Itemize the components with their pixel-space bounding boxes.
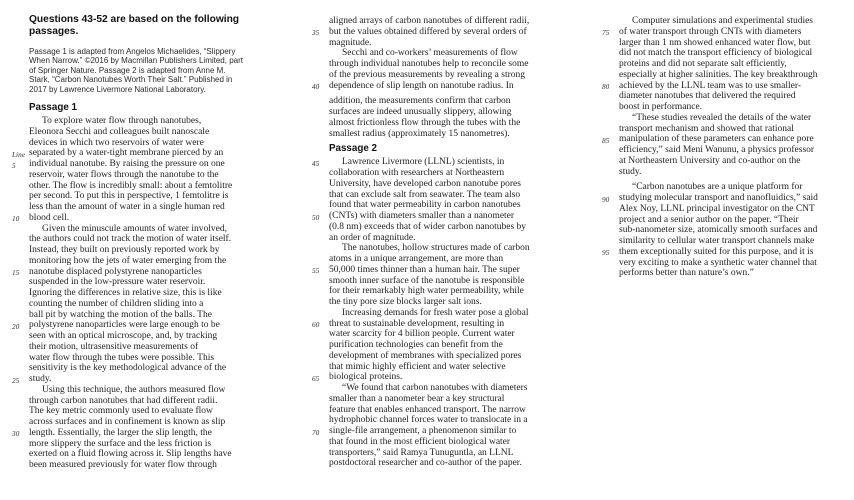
line-text: water flow through the tubes were possible. This <box>29 352 215 363</box>
line-text: at Northeastern University and co-author on the <box>619 155 801 166</box>
line-text: postdoctoral researcher and co-author of the paper. <box>329 458 522 469</box>
line-text: less than the amount of water in a single human red <box>29 202 225 213</box>
line-text: seen with an optical microscope, and, by tracking <box>29 331 218 342</box>
passage-line <box>312 70 568 81</box>
passage-line <box>12 277 268 288</box>
line-text: but the values obtained differed by several orders of <box>329 26 527 37</box>
passage-line <box>12 299 268 310</box>
passage-line <box>312 16 568 27</box>
line-text: University, have developed carbon nanotube pores <box>329 178 521 189</box>
passage-line <box>312 297 568 308</box>
passage-column-3-body <box>602 16 854 279</box>
passage-line <box>602 247 854 258</box>
line-text: of water transport through CNTs with diameters <box>619 26 802 37</box>
line-text: larger than 1 nm showed enhanced water flow, but <box>619 37 811 48</box>
passage-line <box>312 157 568 168</box>
passage-line <box>12 234 268 245</box>
line-text: collaboration with researchers at Northeastern <box>329 168 505 178</box>
passage-column-1-body <box>12 102 268 471</box>
passage-line <box>12 288 268 299</box>
passage-line <box>312 329 568 340</box>
line-text: exerted on a fluid flowing across it. Slip lengths have <box>29 449 232 460</box>
line-text: ball pit by watching the motion of the balls. The <box>29 309 212 320</box>
passage-line <box>602 145 854 156</box>
passage-line <box>602 70 854 81</box>
line-text: similarity to cellular water transport channels make <box>619 236 815 246</box>
line-text: surfaces are indeed unusually slippery, allowing <box>329 107 512 117</box>
line-text: development of membranes with specialized pores <box>329 350 522 361</box>
passage-line <box>602 182 854 193</box>
passage-line <box>12 116 268 127</box>
passage-line <box>312 118 568 129</box>
line-text: more slippery the surface and the less friction is <box>29 438 212 449</box>
line-text: suspended in the low-pressure water reservoir. <box>29 277 206 288</box>
line-text: (0.8 nm) exceeds that of wider carbon nanotubes by <box>329 221 527 232</box>
passage-line <box>602 215 854 226</box>
passage-line <box>602 134 854 145</box>
passage-line <box>12 342 268 353</box>
line-text: through carbon nanotubes that had different radii. <box>29 395 218 406</box>
passage-line <box>312 254 568 265</box>
line-text: efficiency,” said Meni Wanunu, a physics professor <box>619 145 815 155</box>
passage-line <box>312 340 568 351</box>
line-text: Given the minuscule amounts of water involved, <box>42 223 227 234</box>
passage-line <box>312 448 568 459</box>
line-number: 15 <box>12 268 20 278</box>
passage-line <box>312 319 568 330</box>
passage-line <box>312 190 568 201</box>
passage-line <box>12 449 268 460</box>
line-text: boost in performance. <box>619 102 703 112</box>
line-text: Lawrence Livermore (LLNL) scientists, in <box>342 157 505 168</box>
line-text: water scarcity for 4 billion people. Current water <box>329 329 515 340</box>
passage-line <box>602 38 854 49</box>
passage-line <box>602 156 854 167</box>
passage-line <box>12 224 268 235</box>
line-text: Increasing demands for fresh water pose a global <box>342 307 529 318</box>
line-text: reservoir, water flows through the nanotube to the <box>29 169 219 180</box>
line-text: did not match the transport efficiency of biological <box>619 48 813 59</box>
line-text: sub-nanometer size, atomically smooth surfaces and <box>619 225 818 236</box>
passage-line <box>312 308 568 319</box>
passage-line <box>312 276 568 287</box>
passage-line <box>12 256 268 267</box>
line-text: feature that enables enhanced transport. The narrow <box>329 404 526 415</box>
line-text: them exceptionally suited for this purpose, and it is <box>619 246 814 257</box>
passage-line <box>12 202 268 213</box>
line-text: almost frictionless flow through the tubes with the <box>329 117 521 128</box>
passage-line <box>602 167 854 178</box>
passage-line <box>312 168 568 179</box>
line-text: study. <box>619 166 642 177</box>
line-number: 30 <box>12 429 20 439</box>
passage-line <box>312 129 568 140</box>
line-text: performs better than nature’s own.” <box>619 268 754 279</box>
passage-line <box>312 27 568 38</box>
line-text: studying molecular transport and nanofluidics,” said <box>619 193 818 203</box>
passage-line <box>602 91 854 102</box>
passage-line <box>312 405 568 416</box>
line-number: 40 <box>312 82 320 91</box>
line-text: an order of magnitude. <box>329 232 416 243</box>
passage-line <box>602 124 854 135</box>
line-number: 75 <box>602 28 610 38</box>
passage-column-2-body <box>312 16 568 469</box>
line-text: magnitude. <box>329 37 372 48</box>
line-text: the tiny pore size blocks larger salt ions. <box>329 297 482 307</box>
line-text: their motion, ultrasensitive measurements of <box>29 341 199 352</box>
line-text: devices in which two reservoirs of water were <box>29 137 204 148</box>
line-text: Secchi and co-workers’ measurements of flow <box>342 48 518 59</box>
passage-line <box>312 179 568 190</box>
line-text: achieved by the LLNL team was to use smaller- <box>619 80 802 91</box>
line-number: 95 <box>602 248 610 258</box>
line-text: especially at higher salinities. The key breakthrough <box>619 69 818 80</box>
passage-line <box>312 200 568 211</box>
line-text: monitoring how the jets of water emerging from the <box>29 255 227 266</box>
line-number: 10 <box>12 214 20 224</box>
line-text: biological proteins. <box>329 372 403 383</box>
passage-line <box>12 191 268 202</box>
passage-line <box>312 394 568 405</box>
line-number: 80 <box>602 82 610 91</box>
passage-line <box>12 460 268 471</box>
line-text: per second. To put this in perspective, 1 femtolitre is <box>29 191 229 202</box>
passage-line <box>12 428 268 439</box>
line-text: Instead, they built on previously reported work by <box>29 245 220 256</box>
passage-line <box>312 372 568 383</box>
passage-line <box>12 267 268 278</box>
passage-line <box>12 148 268 159</box>
passage-line <box>312 415 568 426</box>
passage-line <box>312 96 568 107</box>
line-text: Using this technique, the authors measured flow <box>42 384 226 395</box>
questions-header: Questions 43-52 are based on the following passages. <box>29 14 240 37</box>
passage-line <box>12 170 268 181</box>
line-text: study. <box>29 374 52 385</box>
line-text: very exciting to make a synthetic water channel that <box>619 257 817 268</box>
line-text: smallest radius (approximately 15 nanometres). <box>329 128 510 139</box>
line-text: other. The flow is incredibly small: about a femtolitre <box>29 180 233 191</box>
passage-line <box>12 159 268 170</box>
line-text: the authors could not track the motion of water itself. <box>29 234 232 245</box>
line-text: dependence of slip length on nanotube radius. In <box>329 80 514 91</box>
passage-line <box>602 204 854 215</box>
line-text: proteins and did not separate salt efficiently, <box>619 59 787 69</box>
source-note: Passage 1 is adapted from Angelos Michaelides, “Slippery When Narrow.” ©2016 by Macmillan Publishers Limited, part of Springer Nature. Passage 2 is adapted from Anne M. Stark, “Carbon Nanotubes Worth Their Salt.” Published in 2017 by Lawrence Livermore National Laboratory. <box>29 47 243 94</box>
line-text: length. Essentially, the larger the slip length, the <box>29 427 212 438</box>
line-text: across surfaces and in confinement is known as slip <box>29 417 226 428</box>
line-text: threat to sustainable development, resulting in <box>329 318 505 329</box>
passage-line <box>12 310 268 321</box>
line-text: that mimic highly efficient and water selective <box>329 361 506 372</box>
line-text: addition, the measurements confirm that carbon <box>329 96 511 107</box>
passage-line <box>312 81 568 92</box>
line-number: 70 <box>312 427 320 437</box>
line-text: To explore water flow through nanotubes, <box>42 116 202 127</box>
line-text: transporters,” said Ramya Tunuguntla, an LLNL <box>329 447 514 458</box>
column-2 <box>312 0 568 469</box>
passage-line <box>12 353 268 364</box>
line-text: “We found that carbon nanotubes with diameters <box>342 383 528 393</box>
line-number: 55 <box>312 266 320 276</box>
passage-line <box>312 59 568 70</box>
passage-line <box>312 458 568 469</box>
passage-line <box>312 233 568 244</box>
passage-line <box>602 48 854 59</box>
passage-line <box>12 439 268 450</box>
line-text: purification technologies can benefit from the <box>329 340 503 350</box>
line-text: for their remarkably high water permeability, while <box>329 286 524 297</box>
line-text: Computer simulations and experimental studies <box>632 16 813 26</box>
passage-line <box>312 383 568 394</box>
passage-line <box>312 265 568 276</box>
line-text: “These studies revealed the details of the water <box>632 112 812 123</box>
passage-line <box>12 245 268 256</box>
passage-line <box>602 102 854 113</box>
passage-line <box>602 16 854 27</box>
line-text: transport mechanism and showed that rational <box>619 123 794 134</box>
passage-label: Passage 2 <box>329 143 377 155</box>
line-number: 45 <box>312 158 320 168</box>
line-text: Eleonora Secchi and colleagues built nanoscale <box>29 126 210 137</box>
passage-line <box>12 127 268 138</box>
line-text: of the previous measurements by revealing a strong <box>329 69 526 80</box>
line-text: smooth inner surface of the nanotube is responsible <box>329 275 525 286</box>
line-text: The key metric commonly used to evaluate flow <box>29 406 213 417</box>
passage-line <box>12 363 268 374</box>
line-number: 85 <box>602 135 610 145</box>
passage-line <box>12 138 268 149</box>
line-text: manipulation of these parameters can enhance pore <box>619 134 814 145</box>
passage-line <box>602 236 854 247</box>
line-text: hydrophobic channel forces water to translocate in a <box>329 415 528 426</box>
passage-line <box>312 38 568 49</box>
passage-line <box>312 243 568 254</box>
line-number: 90 <box>602 194 610 204</box>
line-number: 60 <box>312 320 320 329</box>
line-number: 25 <box>12 375 20 385</box>
line-text: single-file arrangement, a phenomenon similar to <box>329 426 517 436</box>
line-text: nanotube displaced polystyrene nanoparticles <box>29 266 202 277</box>
line-text: atoms in a unique arrangement, are more than <box>329 254 504 264</box>
line-number: Line <box>12 149 25 159</box>
line-text: “Carbon nanotubes are a unique platform for <box>632 182 803 193</box>
line-text: that can exclude salt from seawater. The team also <box>329 189 521 200</box>
passage-line <box>602 81 854 92</box>
passage-line <box>12 181 268 192</box>
passage-label: Passage 1 <box>29 102 77 114</box>
column-1 <box>12 0 268 471</box>
passage-line <box>12 396 268 407</box>
passage-line <box>312 286 568 297</box>
line-text: Alex Noy, LLNL principal investigator on the CNT <box>619 203 815 214</box>
passage-line <box>12 331 268 342</box>
line-text: aligned arrays of carbon nanotubes of different radii, <box>329 16 530 26</box>
line-text: The nanotubes, hollow structures made of carbon <box>342 243 530 254</box>
line-number: 50 <box>312 212 320 222</box>
passage-line <box>12 406 268 417</box>
line-number: 65 <box>312 373 320 383</box>
line-text: polystyrene nanoparticles were large enough to be <box>29 320 220 331</box>
column-3 <box>602 0 854 279</box>
line-text: project and a senior author on the paper. “Their <box>619 214 799 225</box>
passage-line <box>602 258 854 269</box>
line-text: diameter nanotubes that delivered the required <box>619 91 796 102</box>
passage-line <box>12 320 268 331</box>
passage-line <box>312 107 568 118</box>
line-text: (CNTs) with diameters smaller than a nanometer <box>329 211 515 221</box>
passage-line <box>312 362 568 373</box>
line-text: 50,000 times thinner than a human hair. The super <box>329 264 520 275</box>
line-text: that found in the most efficient biological water <box>329 436 511 447</box>
passage-line <box>312 351 568 362</box>
passage-line <box>12 385 268 396</box>
line-text: found that water permeability in carbon nanotubes <box>329 200 521 211</box>
line-text: individual nanotube. By raising the pressure on one <box>29 159 225 170</box>
passage-line <box>602 113 854 124</box>
passage-line <box>602 59 854 70</box>
line-text: sensitivity is the key methodological advance of the <box>29 363 227 374</box>
line-text: through individual nanotubes help to reconcile some <box>329 59 529 69</box>
line-text: Ignoring the differences in relative size, this is like <box>29 288 222 299</box>
line-number: 20 <box>12 321 20 331</box>
passage-line <box>602 225 854 236</box>
passage-line <box>12 213 268 224</box>
passage-line <box>602 193 854 204</box>
line-text: blood cell. <box>29 212 70 223</box>
line-text: separated by a water-tight membrane pierced by an <box>29 148 224 159</box>
passage-line <box>12 374 268 385</box>
passage-line <box>602 268 854 279</box>
line-text: counting the number of children sliding into a <box>29 298 204 309</box>
passage-line <box>12 417 268 428</box>
passage-line <box>602 27 854 38</box>
line-text: smaller than a nanometer bear a key structural <box>329 393 505 404</box>
passage-line <box>312 48 568 59</box>
line-text: been measured previously for water flow through <box>29 460 217 471</box>
line-number: 5 <box>12 160 16 170</box>
passage-line <box>312 211 568 222</box>
line-number: 35 <box>312 28 320 38</box>
passage-line <box>312 426 568 437</box>
passage-line <box>312 437 568 448</box>
passage-line <box>312 222 568 233</box>
